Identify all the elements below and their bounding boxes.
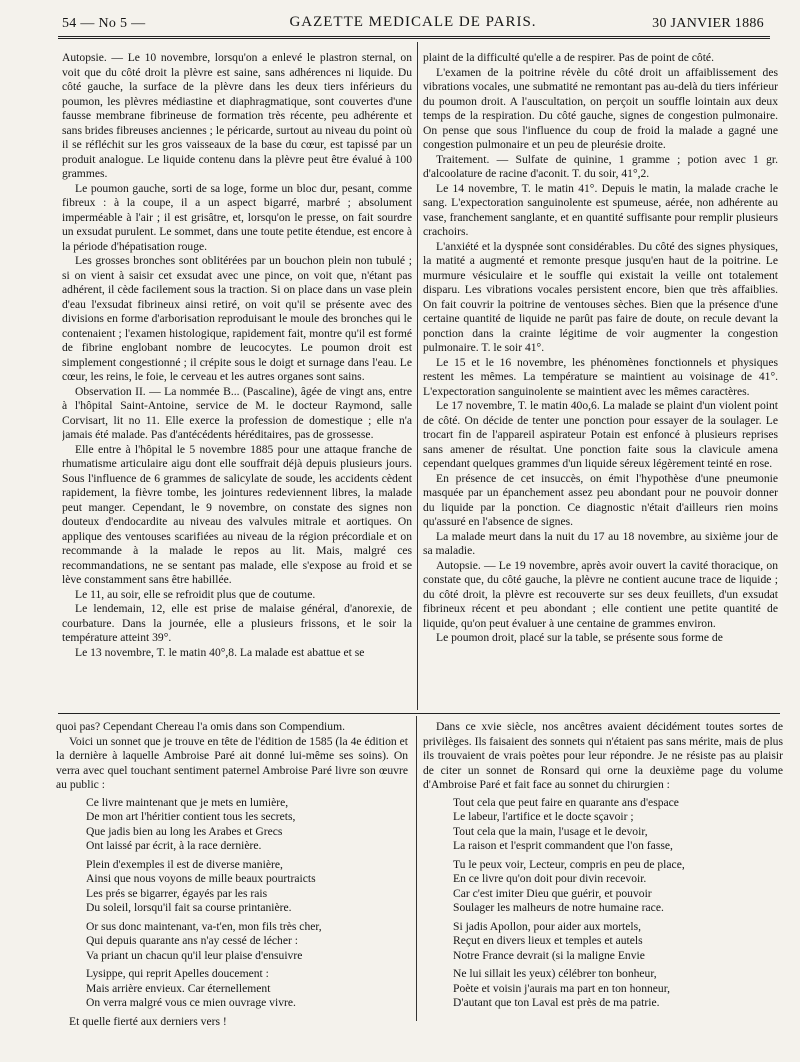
verse-line: Si jadis Apollon, pour aider aux mortels,	[453, 919, 642, 933]
stanza	[453, 858, 783, 916]
paragraph: plaint de la difficulté qu'elle a de respirer. Pas de point de côté.	[423, 51, 714, 64]
feuilleton-left	[56, 720, 408, 1028]
verse-line: Ont laissé par écrit, à la race dernière.	[86, 839, 262, 852]
stanza	[453, 796, 783, 854]
paragraph: L'anxiété et la dyspnée sont considérables. Du côté des signes physiques, la matité a augmenté et remonte presque jusqu'en haut de la poitrine. Le murmure vésiculaire et le souffle qui existait la veille ont totalement disparu. Les vibrations vocales persistent encore, bien que très affaiblies. On fait couvrir la poitrine de ventouses sèches. Bien que la présence d'une certaine quantité de liquide ne parût pas faire de doute, on recule devant la ponction dans la crainte légitime de voir augmenter la congestion pulmonaire. T. le soir 41°.	[423, 239, 778, 354]
ronsard-sonnet	[453, 796, 783, 1011]
paragraph: Traitement. — Sulfate de quinine, 1 gramme ; potion avec 1 gr. d'alcoolature de racine d'aconit. T. du soir, 41°,2.	[423, 152, 778, 180]
stanza	[86, 967, 408, 1011]
right-column	[423, 51, 778, 711]
verse-line: Ce livre maintenant que je mets en lumière,	[86, 795, 289, 809]
stanza	[453, 920, 783, 964]
paragraph: L'examen de la poitrine révèle du côté droit un affaiblissement des vibrations vocales, une submatité ne remontant pas au-delà du tiers inférieur du poumon droit. A l'auscultation, on perçoit un souffle lointain aux deux temps de la respiration. Du côté gauche, signes de congestion pulmonaire. On pense que sous l'influence du coup de froid la malade a gagné une congestion pulmonaire et un peu de pleurésie droite.	[423, 65, 778, 151]
verse-line: Du soleil, lorsqu'il fait sa course printanière.	[86, 901, 292, 914]
verse-line: Tout cela que la main, l'usage et le devoir,	[453, 824, 648, 838]
paragraph: Le 14 novembre, T. le matin 41°. Depuis le matin, la malade crache le sang. L'expectoration sanguinolente est spumeuse, aérée, non adhérente au vase, franchement sanglante, et en quantité suffisante pour remplir plusieurs crachoirs.	[423, 181, 778, 238]
paragraph: En présence de cet insuccès, on émit l'hypothèse d'une pneumonie masquée par un épanchement assez peu abondant pour ne pouvoir donner du liquide par la ponction. Ce diagnostic n'était d'ailleurs rien moins qu'assuré en l'absence de signes.	[423, 471, 778, 528]
paragraph: Le 11, au soir, elle se refroidit plus que de coutume.	[75, 587, 316, 601]
verse-line: Or sus donc maintenant, va-t'en, mon fils très cher,	[86, 919, 322, 933]
paragraph: Le 17 novembre, T. le matin 40o,6. La malade se plaint d'un violent point de côté. On décide de tenter une ponction pour essayer de la soulager. Le trocart fin de l'appareil aspirateur Potain est enfoncé à plusieurs reprises sans amener de résultat. Une ponction faite sous la clavicule amena cependant quelques grammes d'un liquide séreux légèrement teinté en rose.	[423, 399, 778, 470]
verse-line: On verra malgré vous ce mien ouvrage vivre.	[86, 996, 296, 1009]
paragraph: Elle entre à l'hôpital le 5 novembre 1885 pour une attaque franche de rhumatisme articulaire aigu dont elle souffrait déjà depuis plusieurs jours. Sous l'influence de 6 grammes de salicylate de soude, les accidents cèdent rapidement, la fièvre tombe, les jointures redeviennent libres, la malade peut manger. Cependant, le 9 novembre, on constate des signes non douteux d'endocardite au niveau des valvules mitrale et aortiques. On applique des ventouses scarifiées au niveau de la région précordiale et on recommande à la malade le repos au lit. Mais, malgré ces recommandations, ne se sentant pas malade, elle s'expose au froid et se lève constamment sans être habillée.	[62, 442, 412, 586]
paragraph: Le poumon droit, placé sur la table, se présente sous forme de	[436, 631, 723, 644]
verse-line: Le labeur, l'artifice et le docte sçavoir ;	[453, 810, 634, 823]
verse-line: Tu le peux voir, Lecteur, compris en peu de place,	[453, 857, 685, 871]
verse-line: Qui depuis quarante ans n'ay cessé de lécher :	[86, 934, 298, 947]
issue-date: 30 JANVIER 1886	[652, 16, 764, 31]
column-divider	[417, 42, 418, 710]
verse-line: Car c'est imiter Dieu que guérir, et pouvoir	[453, 886, 652, 900]
paragraph: Le lendemain, 12, elle est prise de malaise général, d'anorexie, de courbature. Dans la journée, elle a plusieurs frissons, et le soir la température atteint 39°.	[62, 602, 412, 644]
verse-line: Ainsi que nous voyons de mille beaux pourtraicts	[86, 872, 316, 885]
paragraph: Le 13 novembre, T. le matin 40°,8. La malade est abattue et se	[75, 645, 365, 659]
paragraph: Le 15 et le 16 novembre, les phénomènes fonctionnels et physiques restent les mêmes. La température se maintient au voisinage de 41°. L'expectoration sanguinolente se maintient avec les mêmes caractères.	[423, 355, 778, 398]
stanza	[86, 920, 408, 964]
verse-line: Tout cela que peut faire en quarante ans d'espace	[453, 795, 679, 809]
verse-line: D'autant que ton Laval est près de ma patrie.	[453, 996, 660, 1009]
paragraph: Autopsie. — Le 19 novembre, après avoir ouvert la cavité thoracique, on constate que, du côté gauche, la plèvre ne contient aucune trace de liquide ; du côté droit, la plèvre est recouverte sur ses deux feuillets, d'un exsudat fibrineux récent et peu abondant ; elle contient une petite quantité de liquide, qu'on peut évaluer à une centaine de grammes environ.	[423, 558, 778, 630]
verse-line: De mon art l'héritier contient tous les secrets,	[86, 810, 296, 823]
stanza	[86, 796, 408, 854]
column-divider	[416, 716, 417, 1021]
paragraph: Voici un sonnet que je trouve en tête de l'édition de 1585 (la 4e édition et la dernière à laquelle Ambroise Paré ait donné lui-même ses soins). On verra avec quel touchant sentiment paternel Ambroise Paré livre son œuvre au public :	[56, 734, 408, 791]
paragraph: Dans ce xvie siècle, nos ancêtres avaient décidément toutes sortes de privilèges. Ils faisaient des sonnets qui n'étaient pas sans mérite, mais de plus ils trouvaient de vrais poètes pour leur répondre. Je ne résiste pas au plaisir de citer un sonnet de Ronsard qui orne la deuxième page du volume d'Ambroise Paré et fait face au sonnet du chirurgien :	[423, 720, 783, 791]
verse-line: Notre France devrait (si la maligne Envie	[453, 948, 645, 962]
header-rule	[58, 36, 770, 39]
verse-line: Lysippe, qui reprit Apelles doucement :	[86, 967, 269, 980]
page-header	[62, 14, 764, 36]
verse-line: En ce livre qu'on doit pour divin recevoir.	[453, 872, 647, 885]
section-rule	[58, 713, 780, 714]
paragraph: La malade meurt dans la nuit du 17 au 18 novembre, au sixième jour de sa maladie.	[423, 529, 778, 557]
verse-line: Que jadis bien au long les Arabes et Grecs	[86, 824, 283, 838]
paragraph: Et quelle fierté aux derniers vers !	[69, 1014, 227, 1028]
pare-sonnet	[86, 796, 408, 1011]
stanza	[86, 858, 408, 916]
paragraph: Le poumon gauche, sorti de sa loge, forme un bloc dur, pesant, comme fibreux : à la coupe, il a un aspect bigarré, marbré ; absolument imperméable à l'air ; il est grisâtre, et, lorsqu'on le presse, on fait sourdre un exsudat purulent. Le sommet, dans une toute petite étendue, est encore à la période d'hépatisation rouge.	[62, 181, 412, 253]
paragraph: Les grosses bronches sont oblitérées par un bouchon plein non tubulé ; si on vient à saisir cet exsudat avec une pince, on voit que, n'étant pas adhérent, il cède facilement sous la traction. Si on place dans un vase plein d'eau l'exsudat fibrineux ainsi retiré, on voit qu'il se présente avec des divisions en forme d'arborisation reproduisant le moule des bronches qui le contenaient ; l'examen histologique, rapidement fait, montre qu'il est formé de fibrine englobant nombre de leucocytes. Le poumon droit est simplement congestionné ; il crépite sous le doigt et surnage dans l'eau. Le cœur, les reins, le foie, le cerveau et les autres organes sont sains.	[62, 254, 412, 383]
paragraph: Observation II. — La nommée B... (Pascaline), âgée de vingt ans, entre à l'hôpital Saint-Antoine, service de M. le docteur Raymond, salle Corvisart, lit no 11. Elle exerce la profession de domestique ; elle n'a jamais été malade. Pas d'antécédents héréditaires, pas de grossesse.	[62, 384, 412, 441]
verse-line: Les prés se bigarrer, égayés par les rais	[86, 886, 268, 900]
verse-line: Plein d'exemples il est de diverse manière,	[86, 857, 283, 871]
verse-line: La raison et l'esprit commandent que l'on fasse,	[453, 839, 673, 852]
stanza	[453, 967, 783, 1011]
verse-line: Va priant un chacun qu'il leur plaise d'ensuivre	[86, 948, 303, 962]
left-column	[62, 51, 412, 711]
feuilleton-right	[423, 720, 783, 1020]
paragraph: Autopsie. — Le 10 novembre, lorsqu'on a enlevé le plastron sternal, on voit que du côté droit la plèvre est saine, sans adhérences ni liquide. Du côté gauche, la surface de la plèvre dans les deux tiers inférieurs du poumon, les plèvres médiastine et diaphragmatique, sont couvertes d'une fausse membrane fibrineuse de formation très récente, peu adhérente et sans brides fibreuses anciennes ; le péricarde, surtout au niveau du point où il se réfléchit sur les gros vaisseaux de la base du cœur, est tapissé par un produit analogue. Le liquide contenu dans la plèvre peut être évalué à 100 grammes.	[62, 51, 412, 180]
verse-line: Reçut en divers lieux et temples et autels	[453, 934, 643, 947]
journal-title: GAZETTE MEDICALE DE PARIS.	[289, 14, 537, 30]
verse-line: Mais arrière envieux. Car éternellement	[86, 981, 271, 995]
verse-line: Ne lui sillait les yeux) célébrer ton bonheur,	[453, 967, 657, 980]
paragraph: quoi pas? Cependant Chereau l'a omis dans son Compendium.	[56, 720, 345, 733]
page-number: 54 — No 5 —	[62, 16, 146, 31]
verse-line: Poète et voisin j'aurais ma part en ton honneur,	[453, 981, 671, 995]
verse-line: Soulager les malheurs de notre humaine race.	[453, 901, 664, 914]
